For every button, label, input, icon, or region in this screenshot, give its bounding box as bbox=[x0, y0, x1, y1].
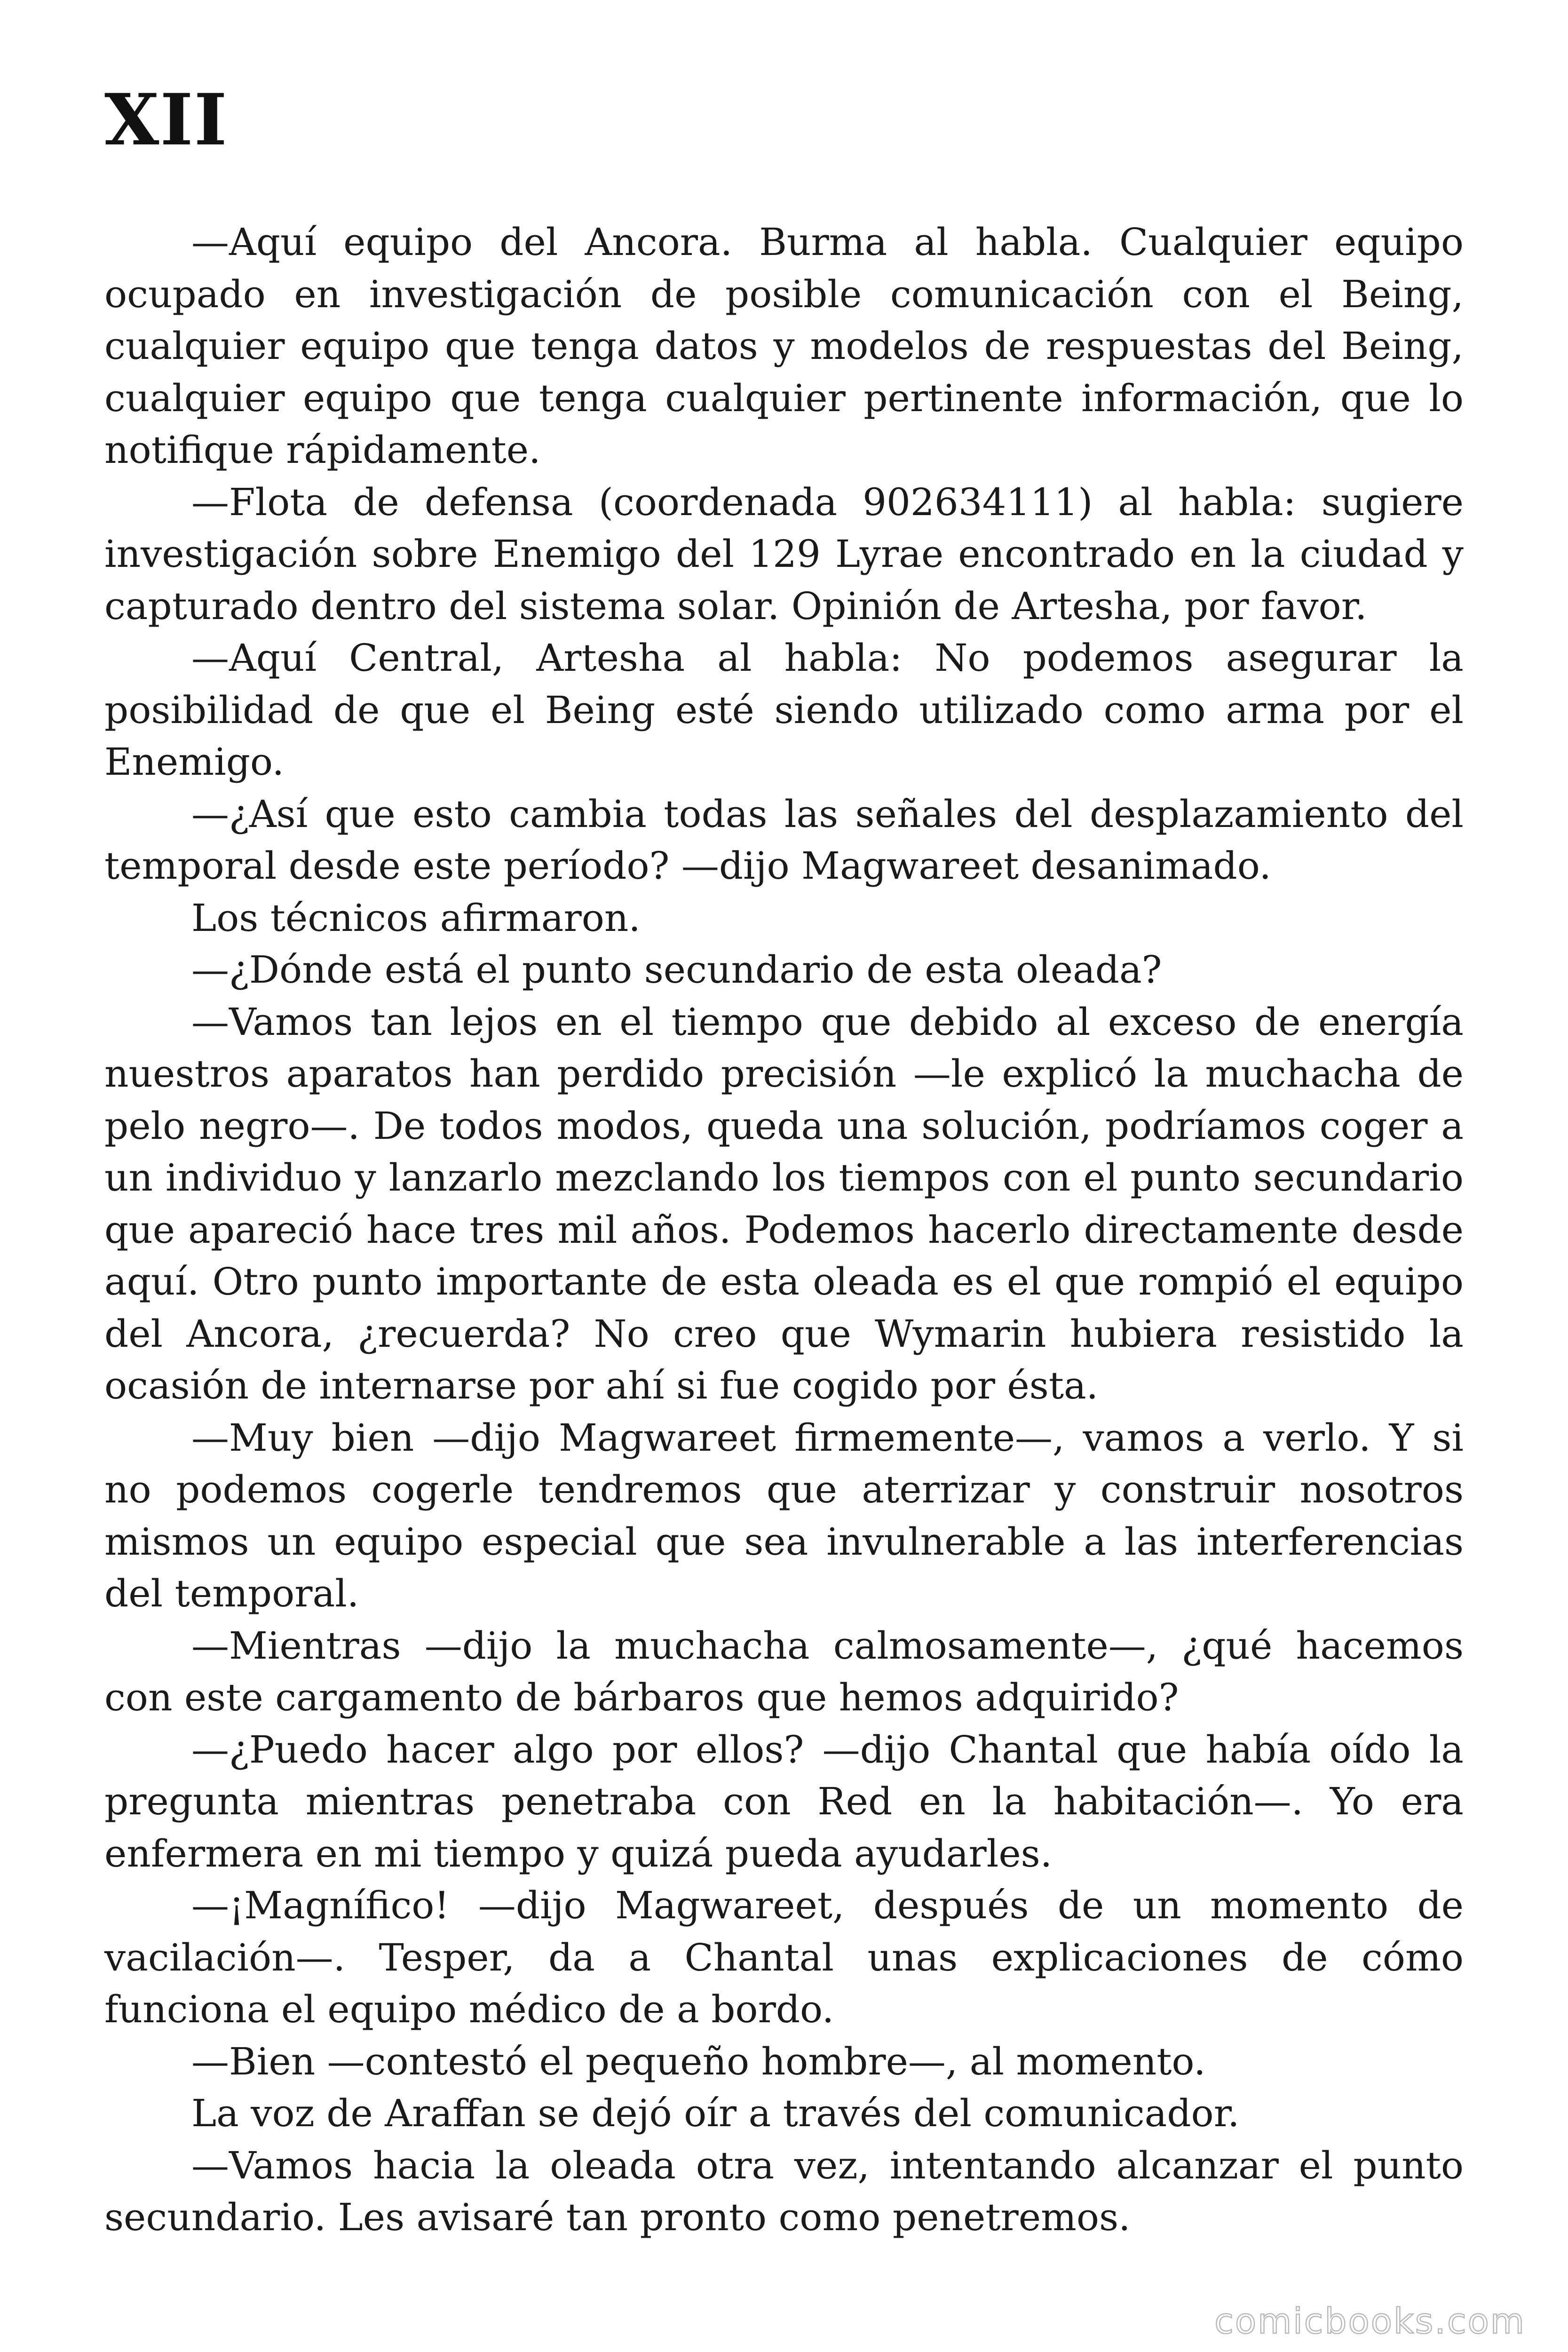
paragraph: Los técnicos afirmaron. bbox=[191, 896, 641, 940]
paragraph: La voz de Araffan se dejó oír a través del comunicador. bbox=[191, 2091, 1240, 2135]
paragraph: —Mientras —dijo la muchacha calmosamente—, ¿qué hacemos con este cargamento de bárbaros que hemos adquirido? bbox=[104, 1623, 1464, 1719]
paragraph: —Bien —contestó el pequeño hombre—, al momento. bbox=[191, 2039, 1206, 2083]
paragraph: —Flota de defensa (coordenada 902634111) al habla: sugiere investigación sobre Enemigo del 129 Lyrae encontrado en la ciudad y capturado dentro del sistema solar. Opinión de Artesha, por favor. bbox=[104, 480, 1464, 628]
paragraph: —¿Así que esto cambia todas las señales del desplazamiento del temporal desde este período? —dijo Magwareet desanimado. bbox=[104, 792, 1464, 888]
paragraph: —Vamos tan lejos en el tiempo que debido al exceso de energía nuestros aparatos han perdido precisión —le explicó la muchacha de pelo negro—. De todos modos, queda una solución, podríamos coger a un individuo y lanzarlo mezclando los tiempos con el punto secundario que apareció hace tres mil años. Podemos hacerlo directamente desde aquí. Otro punto importante de esta oleada es el que rompió el equipo del Ancora, ¿recuerda? No creo que Wymarin hubiera resistido la ocasión de internarse por ahí si fue cogido por ésta. bbox=[104, 1000, 1464, 1407]
paragraph: —Vamos hacia la oleada otra vez, intentando alcanzar el punto secundario. Les avisaré tan pronto como penetremos. bbox=[104, 2143, 1464, 2239]
paragraph: —Muy bien —dijo Magwareet firmemente—, vamos a verlo. Y si no podemos cogerle tendremos que aterrizar y construir nosotros mismos un equipo especial que sea invulnerable a las interferencias del temporal. bbox=[104, 1415, 1464, 1615]
paragraph: —¿Dónde está el punto secundario de esta oleada? bbox=[191, 948, 1162, 992]
paragraph: —¿Puedo hacer algo por ellos? —dijo Chantal que había oído la pregunta mientras penetraba con Red en la habitación—. Yo era enfermera en mi tiempo y quizá pueda ayudarles. bbox=[104, 1727, 1464, 1875]
paragraph: —Aquí Central, Artesha al habla: No podemos asegurar la posibilidad de que el Being esté siendo utilizado como arma por el Enemigo. bbox=[104, 636, 1464, 784]
chapter-title: XII bbox=[104, 79, 228, 161]
paragraph: —Aquí equipo del Ancora. Burma al habla. Cualquier equipo ocupado en investigación de posible comunicación con el Being, cualquier equipo que tenga datos y modelos de respuestas del Being, cualquier equipo que tenga cualquier pertinente información, que lo notifique rápidamente. bbox=[104, 220, 1464, 472]
chapter-body bbox=[104, 216, 1464, 2244]
watermark: comicbooks.com bbox=[1214, 2301, 1526, 2342]
paragraph: —¡Magnífico! —dijo Magwareet, después de un momento de vacilación—. Tesper, da a Chantal unas explicaciones de cómo funciona el equipo médico de a bordo. bbox=[104, 1883, 1464, 2031]
